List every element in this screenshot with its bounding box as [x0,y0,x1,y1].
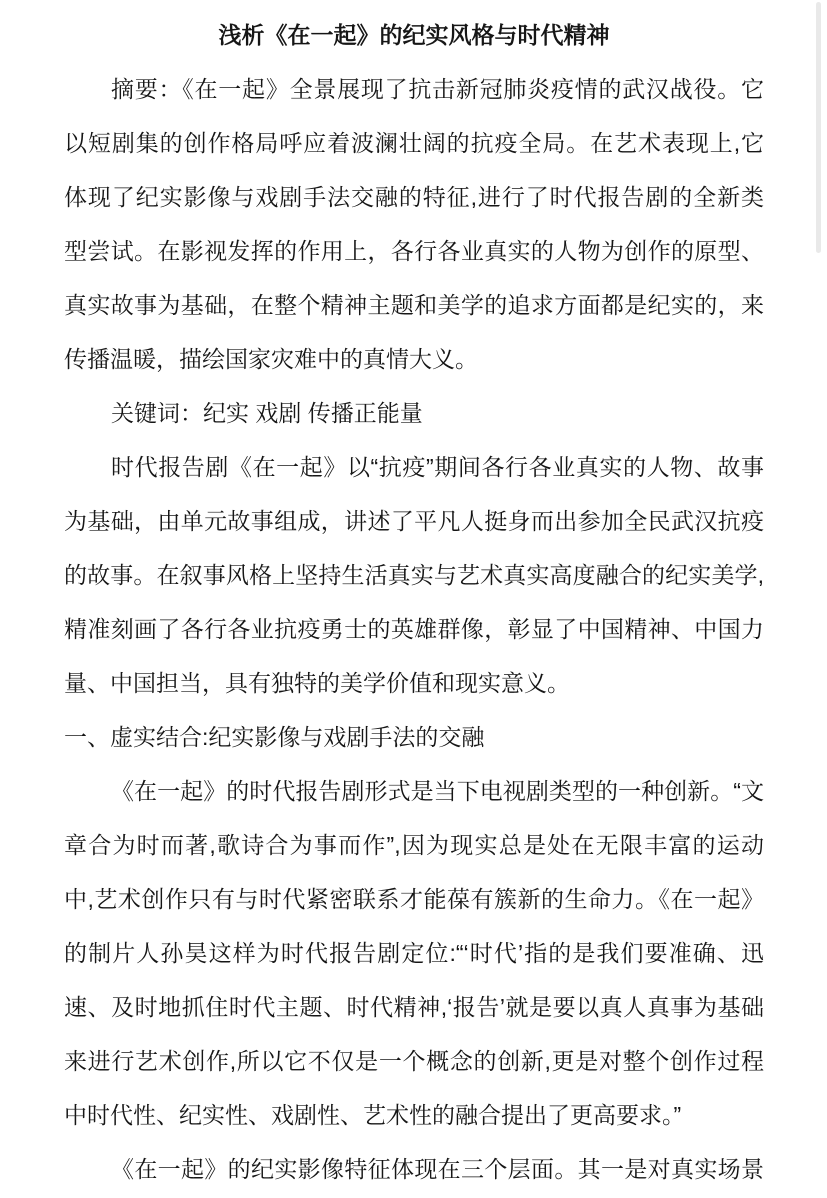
abstract-line: 型尝试。在影视发挥的作用上，各行各业真实的人物为创作的原型、 [64,238,764,264]
body-line: 的制片人孙昊这样为时代报告剧定位:“‘时代’指的是我们要准确、迅 [64,940,764,966]
abstract-line: 以短剧集的创作格局呼应着波澜壮阔的抗疫全局。在艺术表现上,它 [64,130,764,156]
keywords-line: 关键词：纪实 戏剧 传播正能量 [111,400,423,426]
section-heading: 一、虚实结合:纪实影像与戏剧手法的交融 [64,724,485,750]
body-line: 《在一起》的时代报告剧形式是当下电视剧类型的一种创新。“文 [111,778,764,804]
scrollbar-thumb[interactable] [816,2,821,253]
body-line: 速、及时地抓住时代主题、时代精神,‘报告’就是要以真人真事为基础 [64,994,764,1020]
abstract-line: 真实故事为基础，在整个精神主题和美学的追求方面都是纪实的，来 [64,292,764,318]
abstract-line: 体现了纪实影像与戏剧手法交融的特征,进行了时代报告剧的全新类 [64,184,764,210]
intro-line: 的故事。在叙事风格上坚持生活真实与艺术真实高度融合的纪实美学, [64,562,764,588]
abstract-line: 摘要：《在一起》全景展现了抗击新冠肺炎疫情的武汉战役。它 [111,76,764,102]
body-line: 章合为时而著,歌诗合为事而作”,因为现实总是处在无限丰富的运动 [64,832,764,858]
intro-line: 时代报告剧《在一起》以“抗疫”期间各行各业真实的人物、故事 [111,454,764,480]
intro-line: 为基础，由单元故事组成，讲述了平凡人挺身而出参加全民武汉抗疫 [64,508,764,534]
abstract-line: 传播温暖，描绘国家灾难中的真情大义。 [64,346,478,372]
body-line: 来进行艺术创作,所以它不仅是一个概念的创新,更是对整个创作过程 [64,1048,764,1074]
body-line: 中时代性、纪实性、戏剧性、艺术性的融合提出了更高要求。” [64,1102,682,1128]
document-title: 浅析《在一起》的纪实风格与时代精神 [218,22,610,48]
body-line: 中,艺术创作只有与时代紧密联系才能葆有簇新的生命力。《在一起》 [64,886,764,912]
intro-line: 精准刻画了各行各业抗疫勇士的英雄群像，彰显了中国精神、中国力 [64,616,764,642]
intro-line: 量、中国担当，具有独特的美学价值和现实意义。 [64,670,570,696]
body-line: 《在一起》的纪实影像特征体现在三个层面。其一是对真实场景 [111,1156,764,1182]
